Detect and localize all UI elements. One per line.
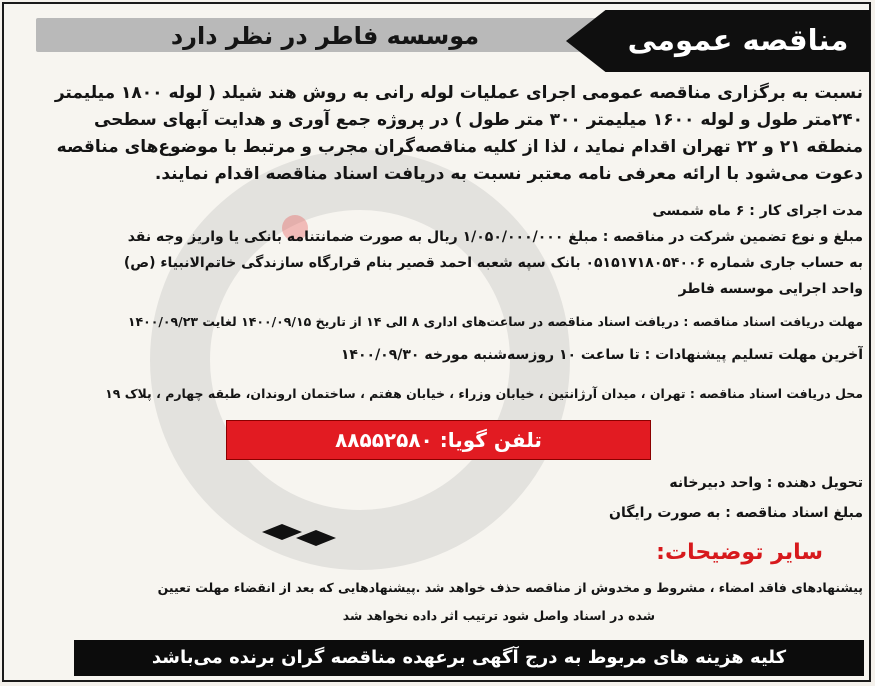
doc-price-line: مبلغ اسناد مناقصه : به صورت رایگان [609, 505, 863, 521]
detail-line: مدت اجرای کار : ۶ ماه شمسی [652, 203, 863, 219]
body-line: ۲۴۰متر طول و لوله ۱۶۰۰ میلیمتر ۳۰۰ متر طول ) در پروژه جمع آوری و هدایت آبهای سطحی [93, 110, 863, 130]
delivery-line: تحویل دهنده : واحد دبیرخانه [669, 475, 863, 491]
detail-line: مهلت دریافت اسناد مناقصه : دریافت اسناد مناقصه در ساعت‌های اداری ۸ الی ۱۴ از تاریخ ۱۴۰۰/۰۹/۱۵ لغایت ۱۴۰۰/۰۹/۲۳ [127, 314, 863, 329]
footer-banner: کلیه هزینه های مربوط به درج آگهی برعهده مناقصه گران برنده می‌باشد [74, 640, 864, 676]
notes-title: سایر توضیحات: [656, 540, 823, 565]
body-line: منطقه ۲۱ و ۲۲ تهران اقدام نماید ، لذا از کلیه مناقصه‌گران مجرب و مرتبط با موضوع‌های مناقصه [56, 137, 863, 157]
detail-line: واحد اجرایی موسسه فاطر [678, 281, 863, 297]
note-line: شده در اسناد واصل شود ترتیب اثر داده نخواهد شد [342, 608, 655, 623]
detail-line: آخرین مهلت تسلیم پیشنهادات : تا ساعت ۱۰ روزسه‌شنبه مورخه ۱۴۰۰/۰۹/۳۰ [340, 347, 863, 363]
phone-banner: تلفن گویا: ۸۸۵۵۲۵۸۰ [226, 420, 651, 460]
detail-line: مبلغ و نوع تضمین شرکت در مناقصه : مبلغ ۱/۰۵۰/۰۰۰/۰۰۰ ریال به صورت ضمانتنامه بانکی یا واریز وجه نقد [127, 229, 863, 245]
organization-heading: موسسه فاطر در نظر دارد [170, 22, 480, 50]
note-line: پیشنهادهای فاقد امضاء ، مشروط و مخدوش از مناقصه حذف خواهد شد .پیشنهادهایی که بعد از انقضاء مهلت تعیین [157, 580, 863, 595]
tender-label: مناقصه عمومی [627, 23, 849, 57]
detail-line: به حساب جاری شماره ۰۵۱۵۱۷۱۸۰۵۴۰۰۶ بانک سپه شعبه احمد قصیر بنام قرارگاه سازندگی خاتم‌الانبیاء (ص) [123, 255, 863, 271]
body-line: دعوت می‌شود با ارائه معرفی نامه معتبر نسبت به دریافت اسناد مناقصه اقدام نمایند. [154, 164, 863, 184]
detail-line: محل دریافت اسناد مناقصه : تهران ، میدان آرژانتین ، خیابان وزراء ، خیابان هفتم ، ساختمان اروندان، طبقه چهارم ، پلاک ۱۹ [105, 386, 863, 401]
body-line: نسبت به برگزاری مناقصه عمومی اجرای عملیات لوله رانی به روش هند شیلد ( لوله ۱۸۰۰ میلیمتر [54, 83, 863, 103]
